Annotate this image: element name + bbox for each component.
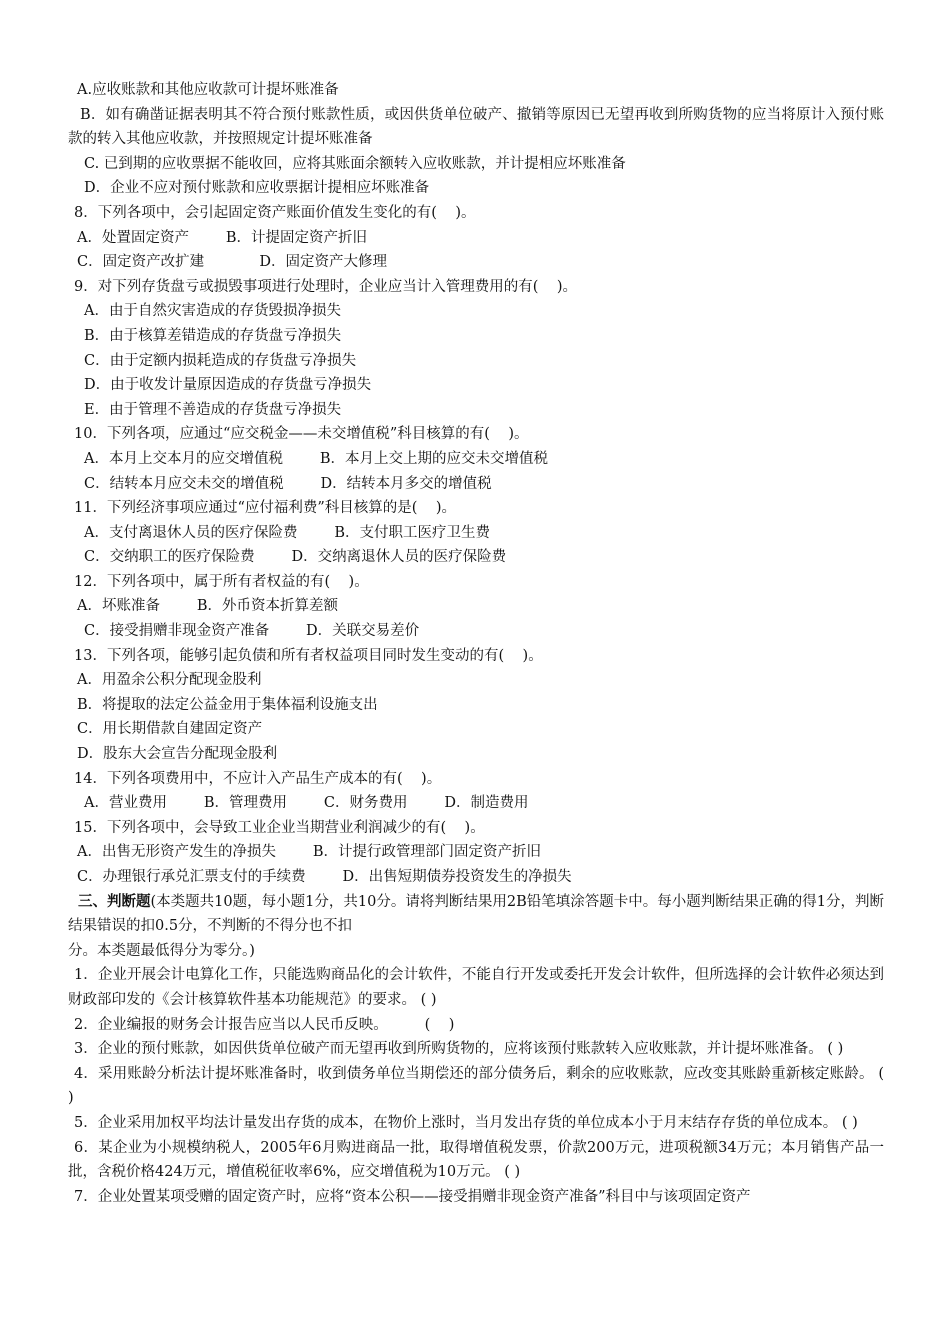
- judge-2: 2．企业编报的财务会计报告应当以人民币反映。 ( ): [74, 1016, 455, 1033]
- judge-7: 7．企业处置某项受赠的固定资产时，应将“资本公积——接受捐赠非现金资产准备”科目中与该项固定资产: [74, 1188, 751, 1205]
- question-12: 12．下列各项中，属于所有者权益的有( )。: [74, 573, 369, 590]
- option-9a: A．由于自然灾害造成的存货毁损净损失: [84, 303, 341, 320]
- judge-3: 3．企业的预付账款，如因供货单位破产而无望再收到所购货物的，应将该预付账款转入应收账款，并计提坏账准备。 ( ): [74, 1041, 844, 1058]
- option-7d: D．企业不应对预付账款和应收票据计提相应坏账准备: [84, 180, 430, 197]
- options-8-ab: A．处置固定资产 B．计提固定资产折旧: [77, 229, 367, 246]
- option-13d: D．股东大会宣告分配现金股利: [77, 746, 278, 763]
- option-9c: C．由于定额内损耗造成的存货盘亏净损失: [84, 352, 357, 369]
- options-15-cd: C．办理银行承兑汇票支付的手续费 D．出售短期债券投资发生的净损失: [77, 869, 572, 885]
- options-12-ab: A．坏账准备 B．外币资本折算差额: [77, 598, 338, 615]
- judge-4: 4．采用账龄分析法计提坏账准备时，收到债务单位当期偿还的部分债务后，剩余的应收账款，应改变其账龄重新核定账龄。 ( ): [68, 1065, 884, 1107]
- question-15: 15．下列各项中，会导致工业企业当期营业利润减少的有( )。: [74, 819, 485, 836]
- option-7c: C. 已到期的应收票据不能收回，应将其账面余额转入应收账款，并计提相应坏账准备: [84, 155, 626, 172]
- options-15-ab: A．出售无形资产发生的净损失 B．计提行政管理部门固定资产折旧: [77, 844, 541, 861]
- options-11-cd: C．交纳职工的医疗保险费 D．交纳离退休人员的医疗保险费: [84, 549, 507, 566]
- judge-5: 5．企业采用加权平均法计量发出存货的成本，在物价上涨时，当月发出存货的单位成本小于月末结存存货的单位成本。 ( ): [74, 1114, 858, 1131]
- option-13b: B．将提取的法定公益金用于集体福利设施支出: [77, 696, 378, 713]
- options-12-cd: C．接受捐赠非现金资产准备 D．关联交易差价: [84, 623, 420, 640]
- section-3-intro-cont: 分。本类题最低得分为零分。): [68, 942, 255, 959]
- option-7a: A.应收账款和其他应收款可计提坏账准备: [77, 82, 339, 98]
- question-13: 13．下列各项，能够引起负债和所有者权益项目同时发生变动的有( )。: [74, 647, 543, 664]
- option-9b: B．由于核算差错造成的存货盘亏净损失: [84, 327, 342, 344]
- question-9: 9．对下列存货盘亏或损毁事项进行处理时，企业应当计入管理费用的有( )。: [74, 278, 577, 295]
- question-11: 11．下列经济事项应通过“应付福利费”科目核算的是( )。: [74, 500, 457, 517]
- option-9d: D．由于收发计量原因造成的存货盘亏净损失: [84, 377, 372, 394]
- options-10-ab: A．本月上交本月的应交增值税 B．本月上交上期的应交未交增值税: [84, 450, 548, 467]
- section-3-header: [68, 890, 884, 939]
- option-7b: B．如有确凿证据表明其不符合预付账款性质，或因供货单位破产、撤销等原因已无望再收到所购货物的应当将原计入预付账款的转入其他应收款，并按照规定计提坏账准备: [68, 106, 884, 148]
- option-13a: A．用盈余公积分配现金股利: [77, 672, 262, 689]
- section-3-title: 三、判断题: [78, 892, 151, 910]
- option-13c: C．用长期借款自建固定资产: [77, 721, 263, 738]
- question-14: 14．下列各项费用中，不应计入产品生产成本的有( )。: [74, 770, 442, 787]
- option-9e: E．由于管理不善造成的存货盘亏净损失: [84, 401, 342, 418]
- question-8: 8．下列各项中，会引起固定资产账面价值发生变化的有( )。: [74, 204, 476, 221]
- options-10-cd: C．结转本月应交未交的增值税 D．结转本月多交的增值税: [84, 475, 492, 492]
- section-3-intro: (本类题共10题，每小题1分，共10分。请将判断结果用2B铅笔填涂答题卡中。每小题判断结果正确的得1分，判断结果错误的扣0.5分，不判断的不得分也不扣: [68, 893, 885, 935]
- options-11-ab: A．支付离退休人员的医疗保险费 B．支付职工医疗卫生费: [84, 524, 490, 541]
- judge-6: 6．某企业为小规模纳税人，2005年6月购进商品一批，取得增值税发票，价款200万元，进项税额34万元；本月销售产品一批，含税价格424万元，增值税征收率6%，应交增值税为10万元。 ( ): [68, 1139, 884, 1181]
- options-8-cd: C．固定资产改扩建 D．固定资产大修理: [77, 254, 388, 271]
- judge-1: 1．企业开展会计电算化工作，只能选购商品化的会计软件，不能自行开发或委托开发会计软件，但所选择的会计软件必须达到财政部印发的《会计核算软件基本功能规范》的要求。 ( ): [68, 967, 884, 1008]
- options-14: A．营业费用 B．管理费用 C．财务费用 D．制造费用: [84, 795, 529, 812]
- question-10: 10．下列各项，应通过“应交税金——未交增值税”科目核算的有( )。: [74, 426, 529, 443]
